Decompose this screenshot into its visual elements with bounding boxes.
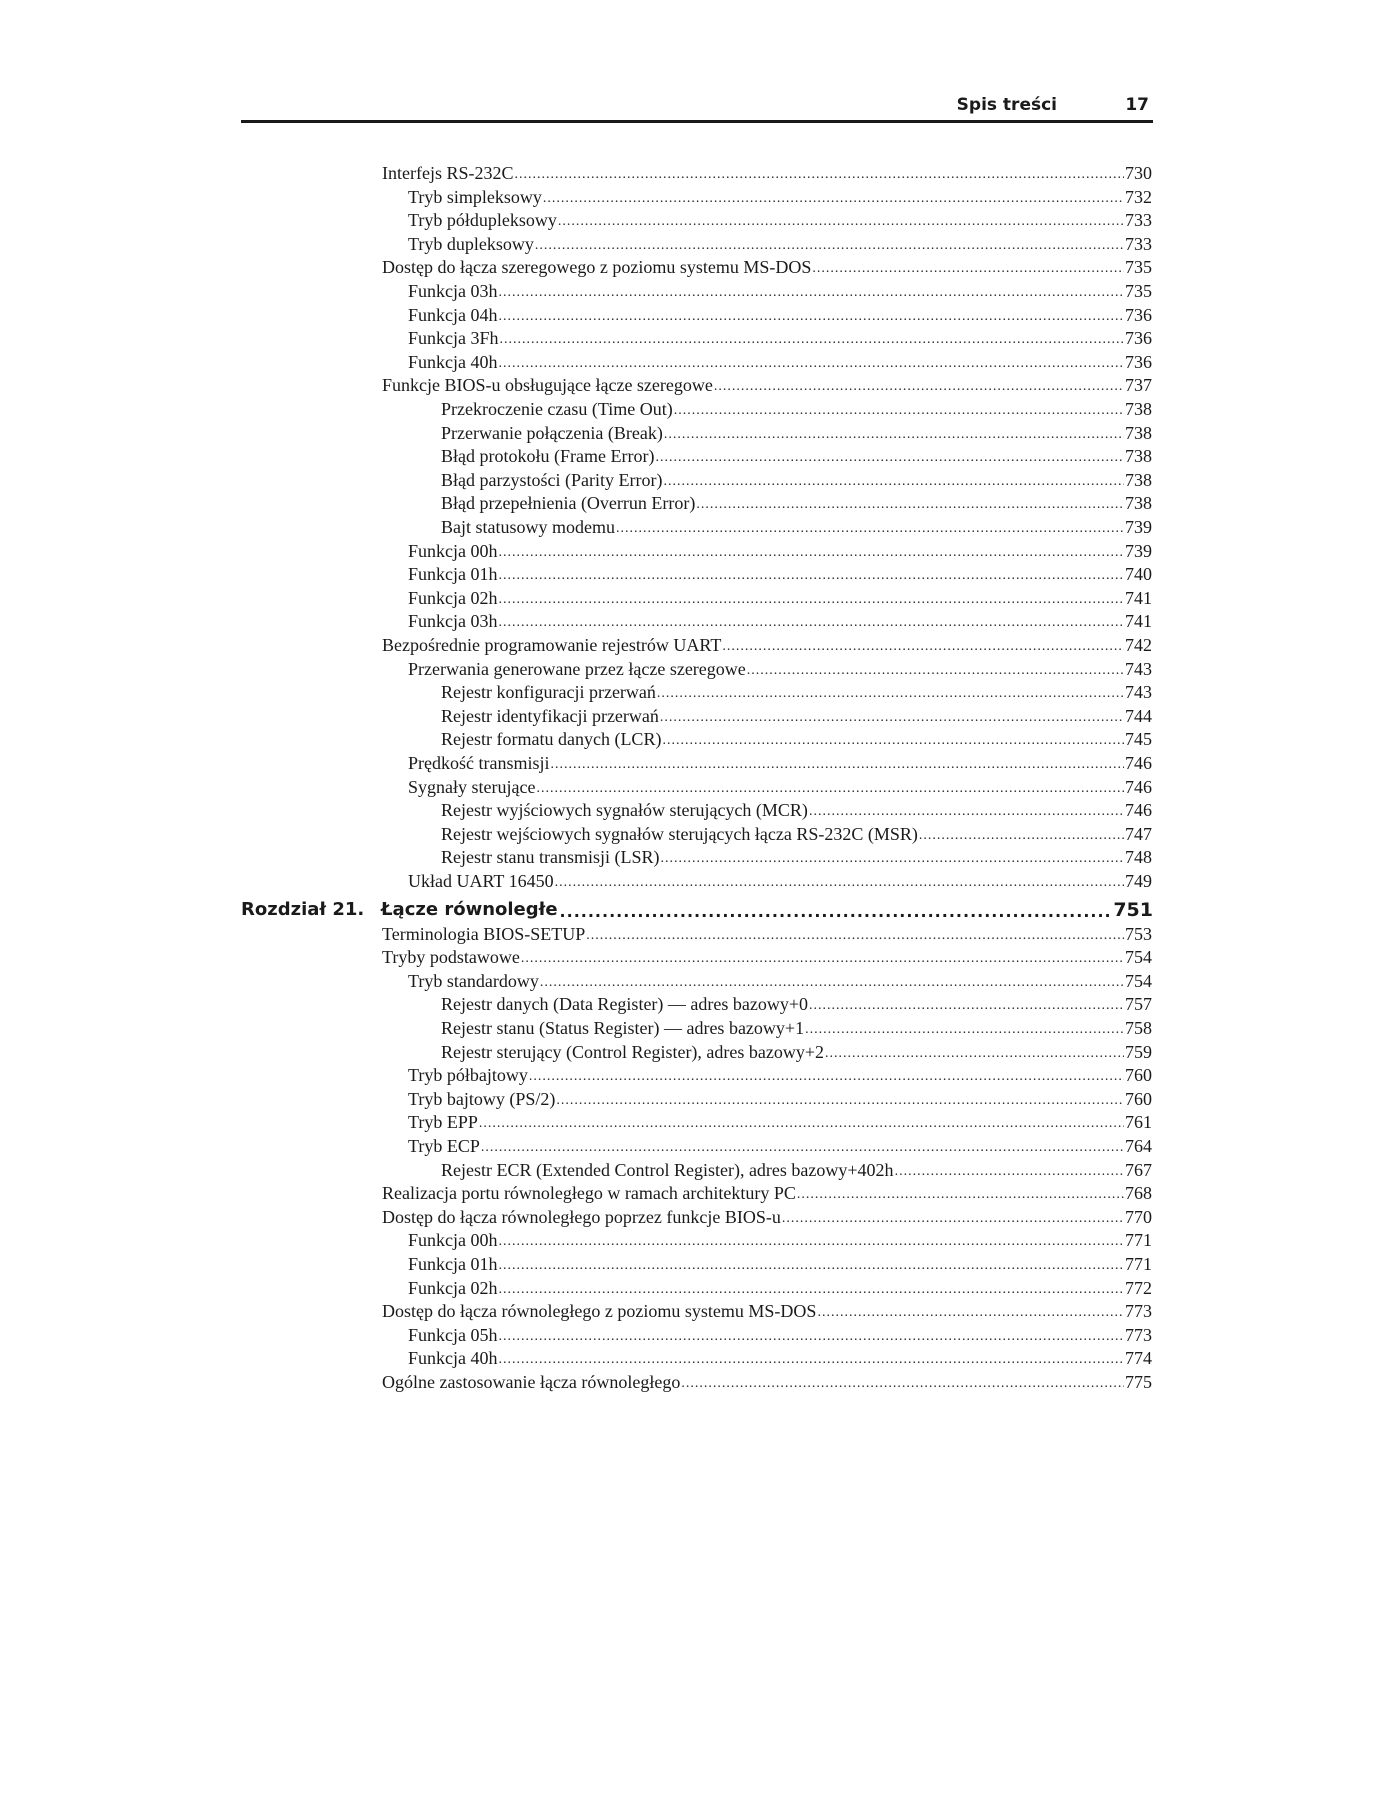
toc-entry-title: Dostęp do łącza równoległego poprzez funkcje BIOS-u bbox=[382, 1207, 781, 1227]
toc-entry[interactable] bbox=[408, 587, 1152, 610]
dot-leader bbox=[747, 661, 1124, 681]
toc-entry-title: Funkcja 02h bbox=[408, 588, 498, 608]
dot-leader bbox=[560, 901, 1112, 923]
toc-entry[interactable] bbox=[382, 923, 1152, 946]
dot-leader bbox=[499, 283, 1125, 303]
toc-entry-title: Rejestr formatu danych (LCR) bbox=[441, 729, 662, 749]
toc-entry-title: Tryb półdupleksowy bbox=[408, 210, 557, 230]
toc-entry-title: Rejestr wejściowych sygnałów sterujących łącza RS-232C (MSR) bbox=[441, 824, 918, 844]
toc-entry[interactable] bbox=[441, 398, 1152, 421]
dot-leader bbox=[812, 259, 1124, 279]
toc-entry[interactable] bbox=[408, 540, 1152, 563]
toc-entry-page: 733 bbox=[1125, 234, 1152, 254]
toc-entry-page: 759 bbox=[1125, 1042, 1152, 1062]
running-title: Spis treści bbox=[956, 95, 1057, 115]
dot-leader bbox=[809, 802, 1124, 822]
toc-entry[interactable] bbox=[441, 469, 1152, 492]
toc-entry[interactable] bbox=[408, 1229, 1152, 1252]
toc-entry[interactable] bbox=[382, 256, 1152, 279]
dot-leader bbox=[825, 1044, 1124, 1064]
toc-entry-page: 735 bbox=[1125, 257, 1152, 277]
toc-entry-page: 736 bbox=[1125, 328, 1152, 348]
toc-entry-page: 736 bbox=[1125, 352, 1152, 372]
toc-entry[interactable] bbox=[441, 846, 1152, 869]
toc-entry[interactable] bbox=[382, 634, 1152, 657]
toc-entry[interactable] bbox=[408, 280, 1152, 303]
toc-entry-page: 739 bbox=[1125, 517, 1152, 537]
toc-entry[interactable] bbox=[408, 351, 1152, 374]
dot-leader bbox=[499, 307, 1125, 327]
toc-entry-title: Przerwanie połączenia (Break) bbox=[441, 423, 663, 443]
dot-leader bbox=[782, 1209, 1124, 1229]
toc-entry-title: Funkcja 00h bbox=[408, 541, 498, 561]
dot-leader bbox=[499, 1327, 1125, 1347]
toc-entry[interactable] bbox=[441, 681, 1152, 704]
toc-entry-title: Dostęp do łącza równoległego z poziomu systemu MS-DOS bbox=[382, 1301, 817, 1321]
toc-entry-page: 743 bbox=[1125, 659, 1152, 679]
dot-leader bbox=[805, 1020, 1124, 1040]
toc-entry-title: Rejestr danych (Data Register) — adres bazowy+0 bbox=[441, 994, 809, 1014]
toc-entry-page: 761 bbox=[1125, 1112, 1152, 1132]
toc-entry-page: 773 bbox=[1125, 1301, 1152, 1321]
dot-leader bbox=[499, 1350, 1125, 1370]
dot-leader bbox=[499, 1256, 1125, 1276]
toc-entry[interactable] bbox=[382, 1300, 1152, 1323]
toc-entry[interactable] bbox=[441, 422, 1152, 445]
dot-leader bbox=[662, 731, 1124, 751]
dot-leader bbox=[499, 1232, 1125, 1252]
toc-entry[interactable] bbox=[408, 610, 1152, 633]
toc-entry-page: 732 bbox=[1125, 187, 1152, 207]
toc-entry-title: Błąd parzystości (Parity Error) bbox=[441, 470, 663, 490]
toc-entry[interactable] bbox=[408, 776, 1152, 799]
dot-leader bbox=[556, 1091, 1124, 1111]
toc-entry-page: 746 bbox=[1125, 753, 1152, 773]
dot-leader bbox=[797, 1185, 1124, 1205]
toc-entry-page: 738 bbox=[1125, 399, 1152, 419]
toc-entry-page: 767 bbox=[1125, 1160, 1152, 1180]
chapter-page: 751 bbox=[1113, 899, 1153, 921]
toc-entry-title: Tryb półbajtowy bbox=[408, 1065, 528, 1085]
toc-entry[interactable] bbox=[408, 1111, 1152, 1134]
dot-leader bbox=[674, 401, 1124, 421]
toc-entry-page: 753 bbox=[1125, 924, 1152, 944]
toc-entry-title: Realizacja portu równoległego w ramach architektury PC bbox=[382, 1183, 796, 1203]
dot-leader bbox=[499, 354, 1125, 374]
toc-entry[interactable] bbox=[408, 1277, 1152, 1300]
dot-leader bbox=[499, 566, 1125, 586]
toc-entry-title: Funkcja 00h bbox=[408, 1230, 498, 1250]
dot-leader bbox=[919, 826, 1124, 846]
toc-entry-title: Układ UART 16450 bbox=[408, 871, 554, 891]
dot-leader bbox=[663, 472, 1124, 492]
toc-entry-title: Tryb ECP bbox=[408, 1136, 480, 1156]
dot-leader bbox=[543, 189, 1124, 209]
toc-entry-page: 737 bbox=[1125, 375, 1152, 395]
toc-entry[interactable] bbox=[408, 1088, 1152, 1111]
toc-entry-page: 738 bbox=[1125, 423, 1152, 443]
toc-entry-title: Funkcje BIOS-u obsługujące łącze szeregowe bbox=[382, 375, 713, 395]
toc-entry-title: Sygnały sterujące bbox=[408, 777, 536, 797]
page-number: 17 bbox=[1125, 95, 1149, 115]
toc-entry[interactable] bbox=[441, 516, 1152, 539]
toc-entry[interactable] bbox=[441, 1041, 1152, 1064]
toc-entry-page: 749 bbox=[1125, 871, 1152, 891]
toc-entry[interactable] bbox=[441, 705, 1152, 728]
toc-entry-title: Błąd przepełnienia (Overrun Error) bbox=[441, 493, 696, 513]
chapter-number: Rozdział 21. bbox=[241, 899, 365, 920]
toc-entry[interactable] bbox=[441, 728, 1152, 751]
toc-entry-title: Interfejs RS-232C bbox=[382, 163, 514, 183]
toc-entry[interactable] bbox=[441, 993, 1152, 1016]
toc-entry[interactable] bbox=[441, 823, 1152, 846]
toc-entry-title: Prędkość transmisji bbox=[408, 753, 550, 773]
toc-entry-title: Błąd protokołu (Frame Error) bbox=[441, 446, 655, 466]
toc-entry[interactable] bbox=[382, 1371, 1152, 1394]
toc-entry[interactable] bbox=[408, 233, 1152, 256]
toc-entry[interactable] bbox=[382, 374, 1152, 397]
toc-entry-title: Funkcja 03h bbox=[408, 611, 498, 631]
toc-entry-title: Rejestr sterujący (Control Register), adres bazowy+2 bbox=[441, 1042, 825, 1062]
toc-entry-title: Funkcja 05h bbox=[408, 1325, 498, 1345]
toc-entry[interactable] bbox=[408, 304, 1152, 327]
toc-entry[interactable] bbox=[408, 1347, 1152, 1370]
toc-entry-title: Przerwania generowane przez łącze szeregowe bbox=[408, 659, 746, 679]
dot-leader bbox=[499, 1280, 1125, 1300]
dot-leader bbox=[479, 1114, 1124, 1134]
toc-entry-title: Funkcja 03h bbox=[408, 281, 498, 301]
dot-leader bbox=[722, 637, 1124, 657]
toc-entry-title: Funkcja 02h bbox=[408, 1278, 498, 1298]
dot-leader bbox=[586, 926, 1124, 946]
toc-entry-page: 773 bbox=[1125, 1325, 1152, 1345]
dot-leader bbox=[529, 1067, 1124, 1087]
dot-leader bbox=[655, 448, 1124, 468]
toc-entry[interactable] bbox=[408, 1064, 1152, 1087]
dot-leader bbox=[535, 236, 1124, 256]
dot-leader bbox=[809, 996, 1124, 1016]
toc-entry-page: 748 bbox=[1125, 847, 1152, 867]
toc-entry-page: 771 bbox=[1125, 1230, 1152, 1250]
toc-entry-title: Tryb simpleksowy bbox=[408, 187, 542, 207]
toc-entry[interactable] bbox=[441, 1017, 1152, 1040]
dot-leader bbox=[696, 495, 1124, 515]
toc-entry[interactable] bbox=[408, 658, 1152, 681]
toc-entry-page: 741 bbox=[1125, 611, 1152, 631]
dot-leader bbox=[499, 613, 1125, 633]
dot-leader bbox=[499, 590, 1125, 610]
dot-leader bbox=[500, 330, 1124, 350]
dot-leader bbox=[657, 684, 1124, 704]
dot-leader bbox=[481, 1138, 1124, 1158]
toc-entry[interactable] bbox=[441, 799, 1152, 822]
toc-entry-title: Funkcja 40h bbox=[408, 1348, 498, 1368]
dot-leader bbox=[681, 1374, 1124, 1394]
dot-leader bbox=[714, 377, 1124, 397]
toc-entry-page: 771 bbox=[1125, 1254, 1152, 1274]
toc-entry[interactable] bbox=[382, 1206, 1152, 1229]
toc-entry-title: Rejestr identyfikacji przerwań bbox=[441, 706, 659, 726]
toc-entry-title: Bezpośrednie programowanie rejestrów UART bbox=[382, 635, 722, 655]
toc-entry-page: 740 bbox=[1125, 564, 1152, 584]
toc-entry-title: Funkcja 01h bbox=[408, 1254, 498, 1274]
toc-entry-title: Funkcja 01h bbox=[408, 564, 498, 584]
toc-entry-page: 774 bbox=[1125, 1348, 1152, 1368]
dot-leader bbox=[536, 779, 1124, 799]
toc-entry[interactable] bbox=[441, 492, 1152, 515]
toc-entry-page: 757 bbox=[1125, 994, 1152, 1014]
dot-leader bbox=[817, 1303, 1124, 1323]
toc-entry[interactable] bbox=[382, 162, 1152, 185]
toc-entry[interactable] bbox=[408, 563, 1152, 586]
toc-entry[interactable] bbox=[408, 752, 1152, 775]
toc-entry-title: Tryby podstawowe bbox=[382, 947, 520, 967]
toc-entry[interactable] bbox=[382, 1182, 1152, 1205]
toc-entry-title: Ogólne zastosowanie łącza równoległego bbox=[382, 1372, 681, 1392]
toc-entry-title: Rejestr stanu transmisji (LSR) bbox=[441, 847, 660, 867]
toc-entry[interactable] bbox=[408, 1324, 1152, 1347]
running-header bbox=[241, 86, 1153, 123]
toc-entry-page: 741 bbox=[1125, 588, 1152, 608]
toc-entry-page: 768 bbox=[1125, 1183, 1152, 1203]
toc-entry-page: 760 bbox=[1125, 1065, 1152, 1085]
toc-entry-title: Tryb EPP bbox=[408, 1112, 478, 1132]
toc-entry-page: 730 bbox=[1125, 163, 1152, 183]
toc-entry[interactable] bbox=[408, 1253, 1152, 1276]
toc-entry[interactable] bbox=[408, 970, 1152, 993]
toc-entry-page: 733 bbox=[1125, 210, 1152, 230]
toc-entry-title: Przekroczenie czasu (Time Out) bbox=[441, 399, 673, 419]
dot-leader bbox=[555, 873, 1124, 893]
toc-entry[interactable] bbox=[408, 209, 1152, 232]
toc-entry-page: 760 bbox=[1125, 1089, 1152, 1109]
chapter-heading[interactable] bbox=[241, 897, 1153, 923]
toc-entry-title: Funkcja 40h bbox=[408, 352, 498, 372]
toc-entry-page: 744 bbox=[1125, 706, 1152, 726]
toc-entry-page: 770 bbox=[1125, 1207, 1152, 1227]
toc-entry-page: 743 bbox=[1125, 682, 1152, 702]
toc-entry-page: 746 bbox=[1125, 800, 1152, 820]
dot-leader bbox=[514, 165, 1124, 185]
chapter-title: Łącze równoległe bbox=[381, 899, 558, 920]
toc-entry-page: 758 bbox=[1125, 1018, 1152, 1038]
toc-entry[interactable] bbox=[408, 186, 1152, 209]
toc-entry-page: 745 bbox=[1125, 729, 1152, 749]
toc-entry-title: Funkcja 3Fh bbox=[408, 328, 499, 348]
toc-entry-title: Tryb standardowy bbox=[408, 971, 539, 991]
toc-entry[interactable] bbox=[408, 327, 1152, 350]
dot-leader bbox=[660, 849, 1124, 869]
dot-leader bbox=[558, 212, 1124, 232]
toc-entry-title: Rejestr konfiguracji przerwań bbox=[441, 682, 656, 702]
dot-leader bbox=[616, 519, 1124, 539]
toc-entry-title: Terminologia BIOS-SETUP bbox=[382, 924, 586, 944]
toc-entry-page: 742 bbox=[1125, 635, 1152, 655]
toc-entry[interactable] bbox=[382, 946, 1152, 969]
toc-entry-title: Bajt statusowy modemu bbox=[441, 517, 615, 537]
dot-leader bbox=[540, 973, 1124, 993]
dot-leader bbox=[551, 755, 1125, 775]
toc-entry-title: Rejestr ECR (Extended Control Register), adres bazowy+402h bbox=[441, 1160, 894, 1180]
toc-entry-title: Rejestr stanu (Status Register) — adres bazowy+1 bbox=[441, 1018, 805, 1038]
toc-entry-page: 738 bbox=[1125, 470, 1152, 490]
toc-entry-page: 775 bbox=[1125, 1372, 1152, 1392]
toc-entry-page: 739 bbox=[1125, 541, 1152, 561]
toc-entry[interactable] bbox=[408, 870, 1152, 893]
toc-entry-page: 735 bbox=[1125, 281, 1152, 301]
toc-entry-page: 747 bbox=[1125, 824, 1152, 844]
toc-entry-title: Funkcja 04h bbox=[408, 305, 498, 325]
toc-entry-page: 754 bbox=[1125, 947, 1152, 967]
dot-leader bbox=[660, 708, 1124, 728]
toc-entry-page: 746 bbox=[1125, 777, 1152, 797]
toc-entry[interactable] bbox=[441, 1159, 1152, 1182]
toc-entry-page: 764 bbox=[1125, 1136, 1152, 1156]
toc-entry[interactable] bbox=[441, 445, 1152, 468]
toc-entry-page: 738 bbox=[1125, 446, 1152, 466]
toc-entry-title: Dostęp do łącza szeregowego z poziomu systemu MS-DOS bbox=[382, 257, 812, 277]
dot-leader bbox=[499, 543, 1125, 563]
dot-leader bbox=[895, 1162, 1124, 1182]
toc-entry-title: Tryb bajtowy (PS/2) bbox=[408, 1089, 556, 1109]
toc-entry-title: Tryb dupleksowy bbox=[408, 234, 534, 254]
toc-entry-page: 736 bbox=[1125, 305, 1152, 325]
toc-entry[interactable] bbox=[408, 1135, 1152, 1158]
dot-leader bbox=[664, 425, 1124, 445]
toc-entry-title: Rejestr wyjściowych sygnałów sterujących (MCR) bbox=[441, 800, 808, 820]
toc-entry-page: 772 bbox=[1125, 1278, 1152, 1298]
toc-entry-page: 738 bbox=[1125, 493, 1152, 513]
toc-entry-page: 754 bbox=[1125, 971, 1152, 991]
dot-leader bbox=[521, 949, 1124, 969]
